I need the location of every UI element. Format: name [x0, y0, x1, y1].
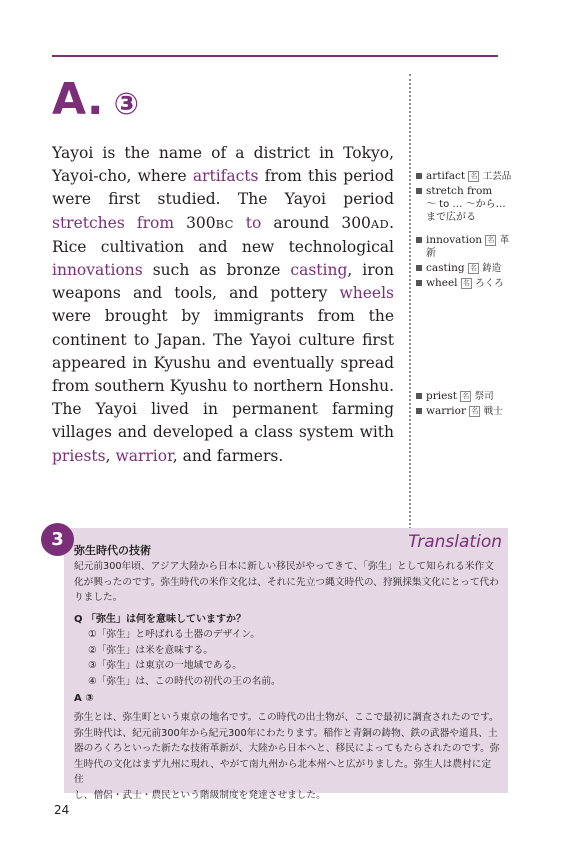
- vocab-highlight-casting: casting: [290, 261, 348, 280]
- vocab-item: warrior 名 戦士: [416, 405, 516, 418]
- translation-explanation: 弥生とは、弥生町という東京の地名です。この時代の出土物が、ここで最初に調査されたのです。 弥生時代は、紀元前300年から紀元300年にわたります。稲作と青銅の鋳物、鉄の武器や道具、土 器のろくろといった新たな技術革新が、大陸から日本へと、移民によってもたらされたのです。弥 生時代の文化はまず九州に現れ、やがて南九州から北本州へと広がりました。弥生人は農村に定住 し、僧侶・武士・農民という階級制度を発達させました。: [74, 712, 500, 801]
- vocab-item: priest 名 祭司: [416, 390, 516, 403]
- bullet-square-icon: [416, 237, 422, 243]
- option-item: ①「弥生」と呼ばれる土器のデザイン。: [88, 629, 260, 640]
- translation-question: Q 「弥生」は何を意味していますか？: [74, 614, 246, 625]
- vocab-highlight-priests: priests: [52, 446, 106, 465]
- vocab-item: casting 名 鋳造: [416, 262, 516, 275]
- option-item: ②「弥生」は米を意味する。: [88, 644, 213, 656]
- vocab-highlight-innovations: innovations: [52, 261, 143, 280]
- question-number-badge: 3: [41, 523, 74, 556]
- bullet-square-icon: [416, 280, 422, 286]
- translation-options: [88, 627, 281, 689]
- bullet-square-icon: [416, 173, 422, 179]
- translation-box: [64, 528, 508, 801]
- translation-intro: 紀元前300年頃、アジア大陸から日本に新しい移民がやってきて、「弥生」として知られる米作文 化が興ったのです。弥生時代の米作文化は、それに先立つ縄文時代の、狩猟採集文化にとって代わ りました。: [74, 561, 499, 603]
- vocab-item: artifact 名 工芸品: [416, 170, 516, 183]
- bullet-square-icon: [416, 408, 422, 414]
- answer-heading: [52, 74, 139, 125]
- noun-tag: 名: [469, 264, 477, 272]
- vocab-item: wheel 名 ろくろ: [416, 277, 516, 290]
- noun-tag: 名: [462, 279, 470, 287]
- bullet-square-icon: [416, 265, 422, 271]
- answer-mark: ③: [113, 87, 139, 122]
- vocab-highlight-warrior: warrior: [115, 446, 173, 465]
- vocab-highlight-to: to: [245, 213, 262, 232]
- translation-title: 弥生時代の技術: [74, 544, 151, 557]
- translation-label: Translation: [408, 532, 502, 552]
- option-item: ③「弥生」は東京の一地域である。: [88, 660, 242, 671]
- answer-letter: A.: [52, 74, 104, 125]
- vocab-item: innovation 名 革 新: [416, 234, 516, 260]
- top-rule: [52, 55, 498, 57]
- reading-passage: Yayoi is the name of a district in Tokyo, Yayoi-cho, where artifacts from this period were first studied. The Yayoi period stretches from 300BC to around 300AD. Rice cultivation and new technological innovations such as bronze casting, iron weapons and tools, and pottery wheels were brought by immigrants from the continent to Japan. The Yayoi culture first appeared in Kyushu and eventually spread from southern Kyushu to northern Honshu. The Yayoi lived in permanent farming villages and developed a class system with priests, warrior, and farmers.: [52, 144, 394, 465]
- page-number: 24: [54, 803, 70, 817]
- vocab-list-1: [416, 170, 516, 292]
- vocab-highlight-wheels: wheels: [339, 284, 394, 303]
- option-item: ④「弥生」は、この時代の初代の王の名前。: [88, 675, 281, 687]
- bullet-square-icon: [416, 188, 422, 194]
- noun-tag: 名: [470, 172, 478, 180]
- vocab-highlight-stretches: stretches from: [52, 213, 175, 232]
- noun-tag: 名: [462, 392, 470, 400]
- noun-tag: 名: [487, 236, 495, 244]
- noun-tag: 名: [471, 407, 479, 415]
- vocab-item: stretch from ～ to … ～から… まで広がる: [416, 185, 516, 224]
- margin-divider: [409, 74, 411, 529]
- translation-answer: A ③: [74, 693, 94, 704]
- bullet-square-icon: [416, 393, 422, 399]
- vocab-list-2: [416, 390, 516, 420]
- vocab-highlight-artifacts: artifacts: [192, 167, 259, 186]
